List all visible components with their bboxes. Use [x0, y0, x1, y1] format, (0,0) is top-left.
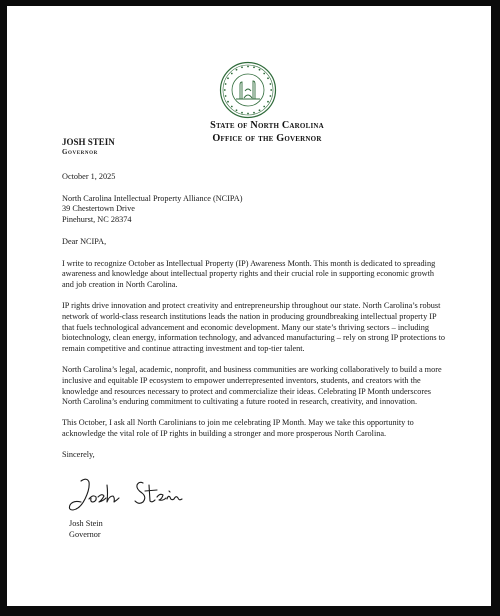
- office-title: Office of the Governor: [212, 132, 322, 144]
- state-seal-icon: [219, 61, 277, 119]
- paragraph: North Carolina’s legal, academic, nonprofit, and business communities are working collaboratively to build a more inclusive and equitable IP ecosystem to empower underrepresented inventors, students, and creators with the knowledge and resources necessary to protect and commercialize their ideas. Celebrating IP Month underscores North Carolina’s enduring commitment to cultivating a future rooted in research, creativity, and innovation.: [62, 365, 442, 407]
- letter-body: [62, 172, 446, 461]
- paragraph: This October, I ask all North Carolinians to join me celebrating IP Month. May we take this opportunity to acknowledge the vital role of IP rights in building a stronger and more prosperous North Carolina.: [62, 418, 414, 439]
- letter-date: October 1, 2025: [62, 172, 116, 181]
- governor-title: Governor: [62, 148, 98, 156]
- recipient-address: [62, 194, 446, 226]
- salutation: Dear NCIPA,: [62, 236, 107, 246]
- handwritten-signature: [65, 473, 205, 517]
- signer-block: [69, 519, 103, 540]
- office-heading: [157, 120, 377, 145]
- paragraph: IP rights drive innovation and protect creativity and entrepreneurship throughout our state. North Carolina’s robust network of world-class research institutions leads the nation in producing groundbreaking intellectual property IP that fuels technological advancement and economic development. Many our state’s thriving sectors – including biotechnology, clean energy, information technology, and advanced manufacturing – rely on strong IP protections to remain competitive and continue attracting investment and top-tier talent.: [62, 301, 446, 353]
- signer-name: Josh Stein: [69, 519, 103, 528]
- state-title: State of North Carolina: [210, 120, 324, 131]
- recipient-org: North Carolina Intellectual Property Alliance (NCIPA): [62, 193, 243, 203]
- letter-page: [7, 6, 491, 606]
- closing: Sincerely,: [62, 450, 95, 460]
- recipient-street: 39 Chestertown Drive: [62, 204, 135, 214]
- signer-title: Governor: [69, 529, 101, 539]
- governor-name: JOSH STEIN: [62, 137, 115, 147]
- recipient-city: Pinehurst, NC 28374: [62, 215, 132, 225]
- paragraph: I write to recognize October as Intellectual Property (IP) Awareness Month. This month is dedicated to spreading awareness and knowledge about intellectual property rights and their crucial role in supporting economic growth and job creation in North Carolina.: [62, 258, 436, 289]
